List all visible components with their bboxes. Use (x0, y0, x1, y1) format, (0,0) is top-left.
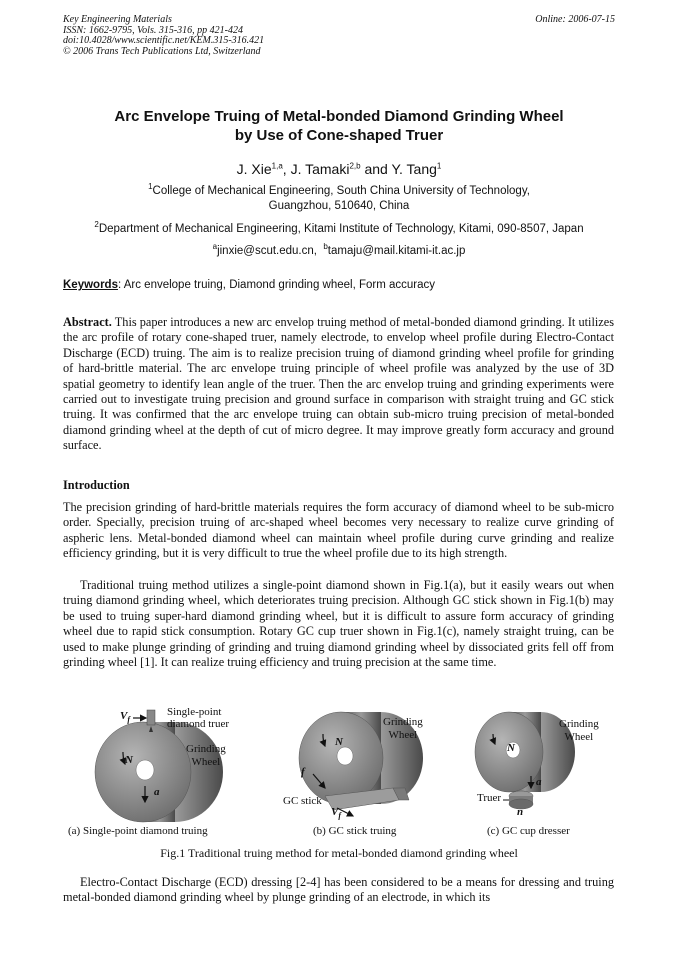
n-label-b: N (335, 736, 343, 748)
n-label-a: N (125, 754, 133, 766)
wheel-label-c: Grinding Wheel (559, 718, 599, 743)
wheel-label-b: Grinding Wheel (383, 716, 423, 741)
truer-label-c: Truer (477, 792, 502, 804)
vf-label-b: $V_f$ (331, 806, 342, 821)
journal-header (63, 15, 264, 57)
caption-c: (c) GC cup dresser (487, 825, 570, 837)
author-name: Y. Tang (391, 161, 437, 177)
abstract-text: This paper introduces a new arc envelop truing method of metal-bonded diamond grinding. It utilizes the arc profile of rotary cone-shaped truer, namely electrode, to envelop wheel profile during Electro-Contact Discharge (ECD) truing. The aim is to realize precision truing of diamond grinding wheel profile for grinding of hard-brittle material. The arc envelope truing principle of wheel profile was analyzed by the use of 3D spatial geometry to identify lean angle of the truer. Then the arc envelop truing and grinding experiments were carried out to investigate truing precision and ground surface in comparison with straight truing and GC stick truing. It was confirmed that the arc envelope truing can obtain sub-micro truing precision of metal-bonded diamond grinding wheel at the depth of cut of micro degree. It may improve greatly form accuracy and ground surface. (63, 315, 615, 453)
caption-b: (b) GC stick truing (313, 825, 397, 837)
issn-line: ISSN: 1662-9795, Vols. 315-316, pp 421-424 (63, 24, 243, 36)
author-name: J. Tamaki (290, 161, 350, 177)
figure-caption: Fig.1 Traditional truing method for metal-bonded diamond grinding wheel (160, 846, 518, 860)
email-link[interactable]: jinxie@scut.edu.cn, (217, 245, 317, 257)
n-small-label-c: n (517, 806, 524, 818)
a-label-a: a (154, 786, 160, 798)
author-list: J. Xie$^{1,a}$, J. Tamaki$^{2,b}$ and Y. Tang$^1$ (236, 161, 442, 177)
intro-paragraph-1: The precision grinding of hard-brittle materials requires the form accuracy of diamond wheel to be sub-micro order. Specially, precision truing of arc-shaped wheel becomes very necessary to realize curve grinding of aspheric lens. Metal-bonded diamond wheel can maintain wheel profile during curve grinding and realize efficiency grinding, but it is very difficult to true the wheel profile due to its high strength. (63, 500, 614, 561)
paper-title: Arc Envelope Truing of Metal-bonded Diamond Grinding Wheel by Use of Cone-shaped Truer (114, 108, 564, 144)
affiliation-1: $^1$College of Mechanical Engineering, South China University of Technology, Guangzhou, 510640, China (148, 182, 530, 212)
f-label-b: f (301, 766, 305, 778)
online-date: Online: 2006-07-15 (535, 14, 615, 25)
journal-name: Key Engineering Materials (63, 14, 172, 25)
email-link[interactable]: tamaju@mail.kitami-it.ac.jp (327, 245, 466, 257)
intro-paragraph-2: Traditional truing method utilizes a single-point diamond shown in Fig.1(a), but it easily wears out when truing diamond grinding wheel, which deteriorates truing precision. Although GC stick shown in Fig.1(b) may be used to truing super-hard diamond grinding wheel, but it is difficult to assure form accuracy of grinding wheel due to rapid stick consumption. Rotary GC cup truer shown in Fig.1(c), namely straight truing, can be used to make plunge grinding of grinding and truing diamond grinding wheel by dissociated grits fell off from grinding wheel [1]. It can realize truing efficiency and truing precision at the same time. (63, 578, 614, 670)
author-name: J. Xie (236, 161, 272, 177)
abstract-label: Abstract. (63, 315, 112, 329)
a-label-c: a (536, 776, 542, 788)
keywords (63, 279, 435, 291)
stick-label-b: GC stick (283, 795, 322, 807)
vf-label-a: $V_f$ (120, 710, 131, 725)
email-line: $^a$jinxie@scut.edu.cn, $^b$tamaju@mail.kitami-it.ac.jp (212, 242, 466, 257)
keywords-text: : Arc envelope truing, Diamond grinding wheel, Form accuracy (117, 279, 436, 291)
copyright-line: © 2006 Trans Tech Publications Ltd, Switzerland (63, 45, 261, 57)
caption-a: (a) Single-point diamond truing (68, 825, 208, 837)
abstract (63, 315, 614, 454)
body-paragraph: Electro-Contact Discharge (ECD) dressing [2-4] has been considered to be a means for dressing and truing metal-bonded diamond grinding wheel by plunge grinding of an electrode, in which its (63, 875, 614, 905)
wheel-label-a: Grinding Wheel (186, 743, 226, 768)
figure-1 (63, 704, 614, 836)
affiliation-2: $^2$Department of Mechanical Engineering, Kitami Institute of Technology, Kitami, 090-8507, Japan (94, 220, 584, 235)
truer-label-a: Single-point diamond truer (167, 706, 230, 730)
keywords-label: Keywords (63, 279, 118, 291)
section-heading: Introduction (63, 478, 130, 492)
n-label-c: N (507, 742, 515, 754)
doi-line: doi:10.4028/www.scientific.net/KEM.315-316.421 (63, 35, 265, 46)
